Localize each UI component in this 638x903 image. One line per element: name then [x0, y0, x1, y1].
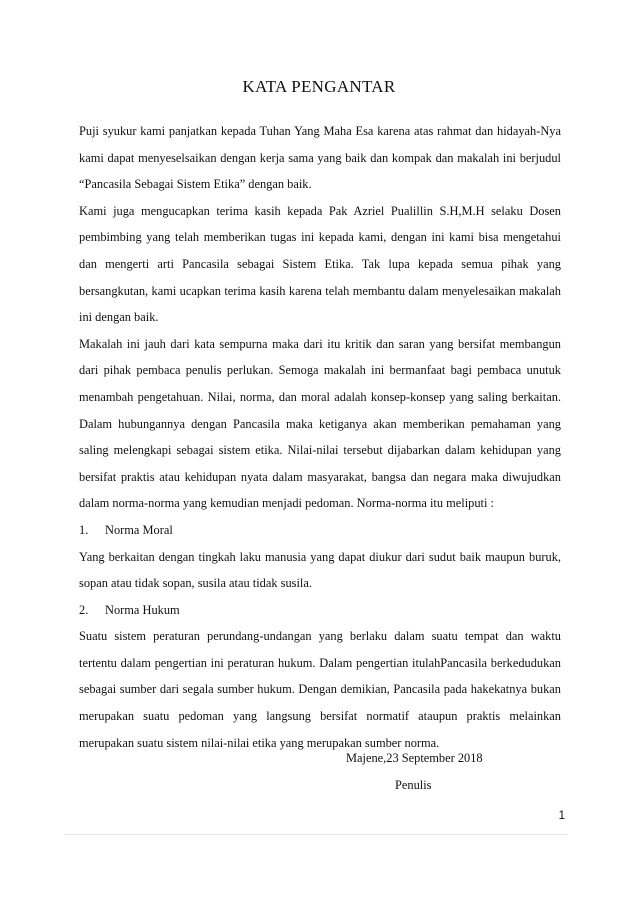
- list-item-norma-moral: [79, 517, 561, 544]
- paragraph-acknowledgement: Kami juga mengucapkan terima kasih kepada Pak Azriel Pualillin S.H,M.H selaku Dosen pembimbing yang telah memberikan tugas ini kepada kami, dengan ini kami bisa mengetahui dan mengerti arti Pancasila sebagai Sistem Etika. Tak lupa kepada semua pihak yang bersangkutan, kami ucapkan terima kasih karena telah membantu dalam menyelesaikan makalah ini dengan baik.: [79, 203, 561, 325]
- paragraph-gratitude: Puji syukur kami panjatkan kepada Tuhan Yang Maha Esa karena atas rahmat dan hidayah-Nya kami dapat menyeselsaikan dengan kerja sama yang baik dan kompak dan makalah ini berjudul “Pancasila Sebagai Sistem Etika” dengan baik.: [79, 124, 561, 192]
- document-body: [79, 118, 561, 756]
- list-label: Norma Hukum: [105, 602, 180, 617]
- list-label: Norma Moral: [105, 522, 173, 537]
- list-item-norma-hukum: [79, 597, 561, 624]
- list-number: 2.: [79, 602, 89, 617]
- paragraph-norma-hukum: Suatu sistem peraturan perundang-undangan yang berlaku dalam suatu tempat dan waktu tertentu dalam pengertian ini peraturan hukum. Dalam pengertian itulahPancasila berkedudukan sebagai sumber dari segala sumber hukum. Dengan demikian, Pancasila pada hakekatnya bukan merupakan suatu pedoman yang langsung bersifat normatif ataupun praktis melainkan merupakan suatu sistem nilai-nilai etika yang merupakan sumber norma.: [79, 629, 561, 750]
- paragraph-norma-moral: Yang berkaitan dengan tingkah laku manusia yang dapat diukur dari sudut baik maupun buruk, sopan atau tidak sopan, susila atau tidak susila.: [79, 549, 561, 591]
- page-number: 1: [558, 810, 565, 822]
- paragraph-purpose: Makalah ini jauh dari kata sempurna maka dari itu kritik dan saran yang bersifat membangun dari pihak pembaca penulis perlukan. Semoga makalah ini bermanfaat bagi pembaca unutuk menambah pengetahuan. Nilai, norma, dan moral adalah konsep-konsep yang saling berkaitan. Dalam hubungannya dengan Pancasila maka ketiganya akan memberikan pemahaman yang saling melengkapi sebagai sistem etika. Nilai-nilai tersebut dijabarkan dalam kehidupan yang bersifat praktis atau kehidupan nyata dalam masyarakat, bangsa dan negara maka diwujudkan dalam norma-norma yang kemudian menjadi pedoman. Norma-norma itu meliputi :: [79, 336, 561, 511]
- signature-place-date: Majene,23 September 2018: [346, 751, 483, 765]
- footer-divider: [64, 834, 568, 835]
- document-title: KATA PENGANTAR: [242, 77, 396, 96]
- list-number: 1.: [79, 522, 89, 537]
- signature-author: Penulis: [395, 778, 432, 792]
